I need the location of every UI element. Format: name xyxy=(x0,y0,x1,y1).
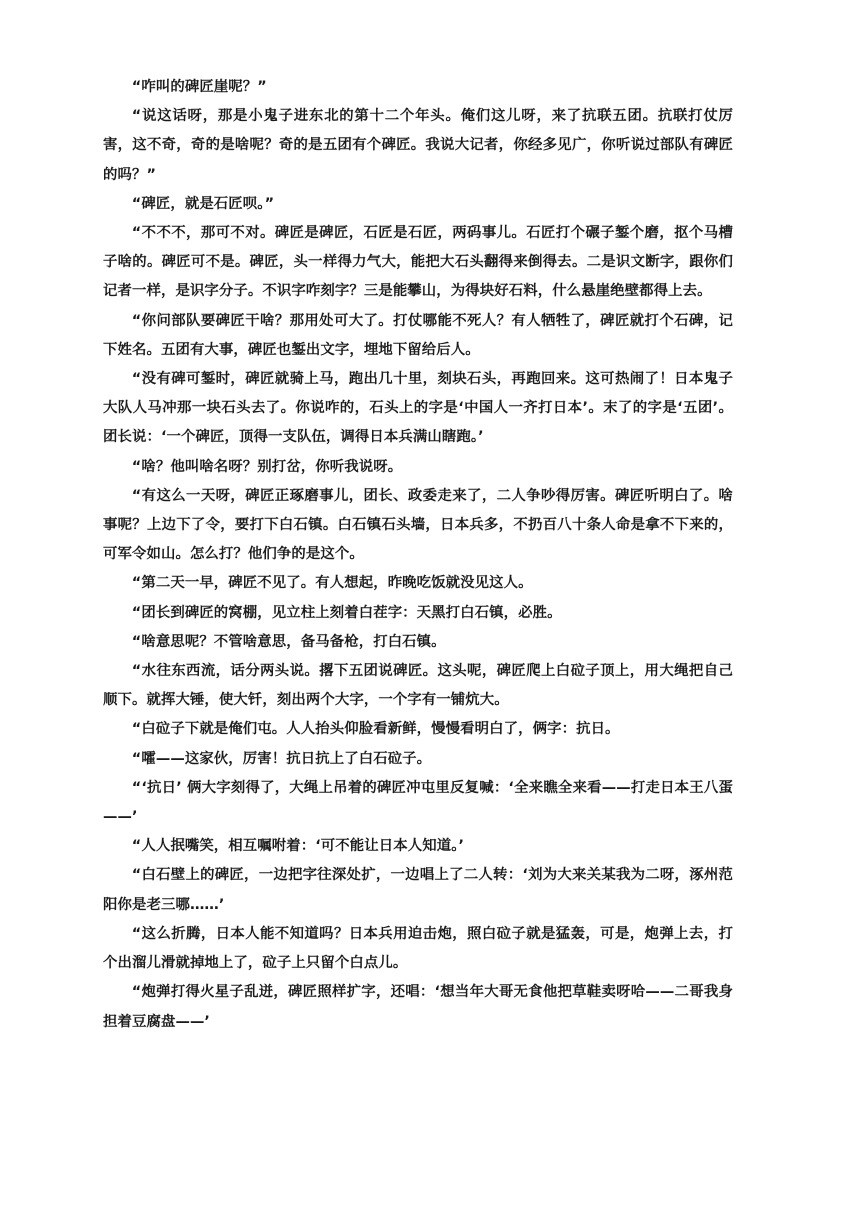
paragraph: “炮弹打得火星子乱迸，碑匠照样扩字，还唱：‘想当年大哥无食他把草鞋卖呀哈——二哥我身担着豆腐盘——’ xyxy=(103,984,733,1030)
paragraph: “白砬子下就是俺们屯。人人抬头仰脸看新鲜，慢慢看明白了，俩字：抗日。 xyxy=(131,721,620,738)
paragraph: “啥意思呢？不管啥意思，备马备枪，打白石镇。 xyxy=(131,633,446,650)
paragraph: “咋叫的碑匠崖呢？” xyxy=(131,79,267,95)
paragraph: “说这话呀，那是小鬼子进东北的第十二个年头。俺们这儿呀，来了抗联五团。抗联打仗厉害，这不奇，奇的是啥呢？奇的是五团有个碑匠。我说大记者，你经多见广，你听说过部队有碑匠的吗？” xyxy=(103,108,733,183)
paragraph: “人人抿嘴笑，相互嘱咐着：‘可不能让日本人知道。’ xyxy=(131,838,465,855)
paragraph: “团长到碑匠的窝棚，见立柱上刻着白茬字：天黑打白石镇，必胜。 xyxy=(131,604,562,621)
paragraph: “白石壁上的碑匠，一边把字往深处扩，一边唱上了二人转：‘刘为大来关某我为二呀，涿州范阳你是老三哪……’ xyxy=(103,867,733,913)
paragraph: “水往东西流，话分两头说。撂下五团说碑匠。这头呢，碑匠爬上白砬子顶上，用大绳把自己顺下。就挥大锤，使大钎，刻出两个大字，一个字有一铺炕大。 xyxy=(103,663,733,709)
paragraph: “嚯——这家伙，厉害！抗日抗上了白石砬子。 xyxy=(131,750,432,767)
paragraph: “你问部队要碑匠干啥？那用处可大了。打仗哪能不死人？有人牺牲了，碑匠就打个石碑，记下姓名。五团有大事，碑匠也錾出文字，埋地下留给后人。 xyxy=(103,312,733,358)
paragraph: “有这么一天呀，碑匠正琢磨事儿，团长、政委走来了，二人争吵得厉害。碑匠听明白了。啥事呢？上边下了令，要打下白石镇。白石镇石头墙，日本兵多，不扔百八十条人命是拿不下来的，可军令如山。怎么打？他们争的是这个。 xyxy=(103,487,733,563)
paragraph: “啥？他叫啥名呀？别打岔，你听我说呀。 xyxy=(131,458,403,475)
story-text xyxy=(103,73,733,1037)
paragraph: “不不不，那可不对。碑匠是碑匠，石匠是石匠，两码事儿。石匠打个碾子錾个磨，抠个马槽子啥的。碑匠可不是。碑匠，头一样得力气大，能把大石头翻得来倒得去。二是识文断字，跟你们记者一样，是识字分子。不识字咋刻字？三是能攀山，为得块好石料，什么悬崖绝壁都得上去。 xyxy=(103,225,733,300)
paragraph: “碑匠，就是石匠呗。” xyxy=(131,195,275,212)
paragraph: “没有碑可錾时，碑匠就骑上马，跑出几十里，刻块石头，再跑回来。这可热闹了！日本鬼子大队人马冲那一块石头去了。你说咋的，石头上的字是‘中国人一齐打日本’。末了的字是‘五团’。团长说：‘一个碑匠，顶得一支队伍，调得日本兵满山瞎跑。’ xyxy=(103,371,733,446)
paragraph: “这么折腾，日本人能不知道吗？日本兵用迫击炮，照白砬子就是猛轰，可是，炮弹上去，打个出溜儿滑就掉地上了，砬子上只留个白点儿。 xyxy=(103,925,733,972)
paragraph: “第二天一早，碑匠不见了。有人想起，昨晚吃饭就没见这人。 xyxy=(131,575,533,592)
paragraph: “‘抗日’ 俩大字刻得了，大绳上吊着的碑匠冲屯里反复喊：‘全来瞧全来看——打走日本王八蛋——’ xyxy=(103,779,733,826)
